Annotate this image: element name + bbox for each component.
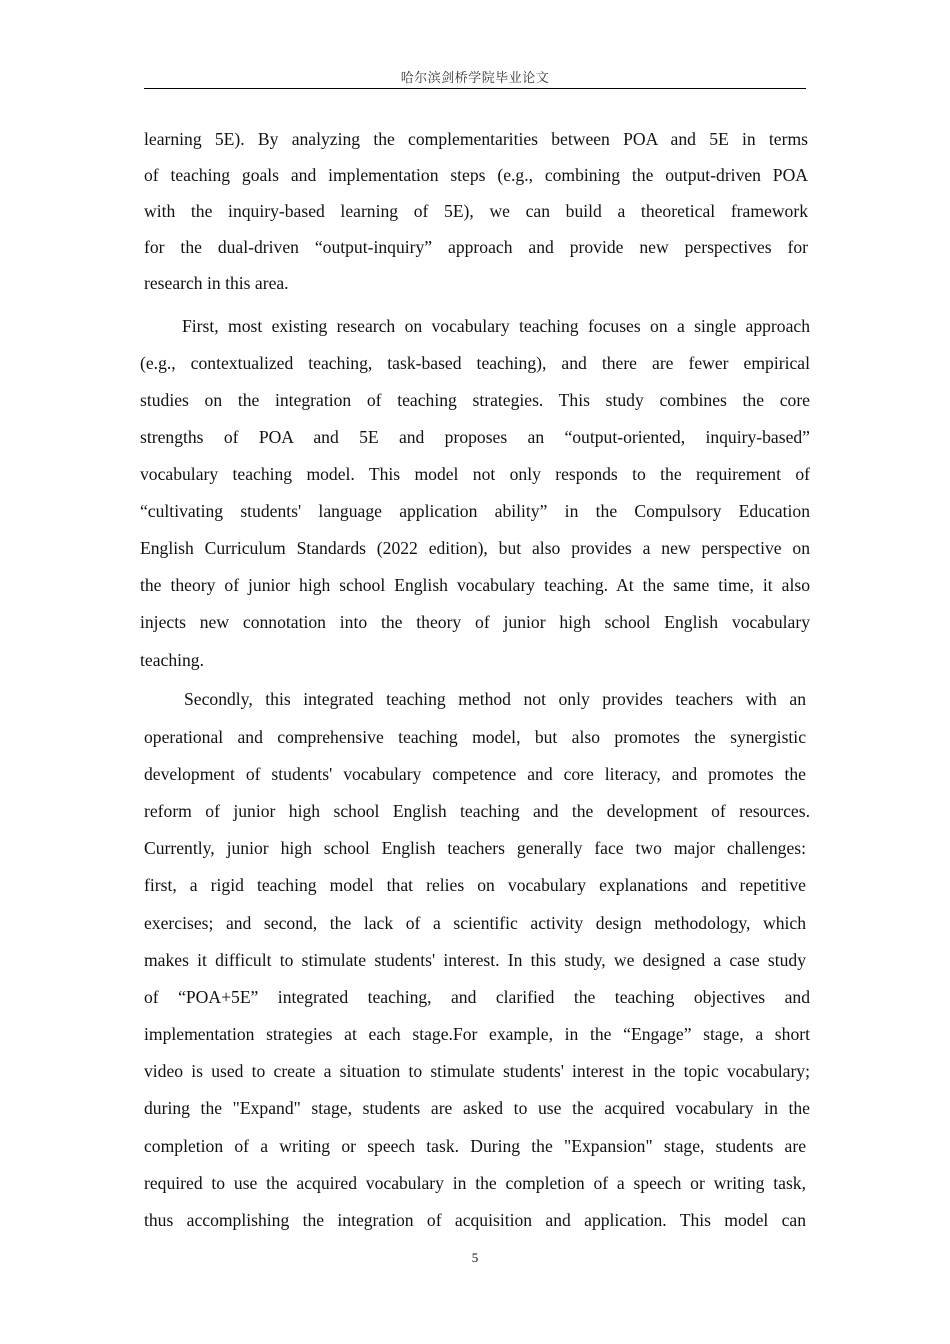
header-divider [144, 88, 806, 89]
paragraph-1-line: with the inquiry-based learning of 5E), we can build a theoretical framework [144, 201, 808, 221]
paragraph-2-line: strengths of POA and 5E and proposes an “output-oriented, inquiry-based” [140, 427, 810, 447]
page-header-title: 哈尔滨剑桥学院毕业论文 [400, 71, 550, 86]
paragraph-2-line: vocabulary teaching model. This model not only responds to the requirement of [140, 464, 810, 484]
paragraph-3-line: development of students' vocabulary competence and core literacy, and promotes the [144, 764, 806, 784]
paragraph-3-line: makes it difficult to stimulate students' interest. In this study, we designed a case study [144, 950, 806, 970]
paragraph-3-line: completion of a writing or speech task. During the "Expansion" stage, students are [144, 1136, 806, 1156]
paragraph-3-line: thus accomplishing the integration of acquisition and application. This model can [144, 1210, 806, 1230]
paragraph-3-line: exercises; and second, the lack of a scientific activity design methodology, which [144, 913, 806, 933]
paragraph-3-line: first, a rigid teaching model that relies on vocabulary explanations and repetitive [144, 875, 806, 895]
paragraph-3-line: implementation strategies at each stage.For example, in the “Engage” stage, a short [144, 1024, 810, 1044]
paragraph-2-line: English Curriculum Standards (2022 edition), but also provides a new perspective on [140, 538, 810, 558]
paragraph-3-line: Secondly, this integrated teaching method not only provides teachers with an [184, 689, 806, 709]
paragraph-2-line: (e.g., contextualized teaching, task-based teaching), and there are fewer empirical [140, 353, 810, 373]
paragraph-3-line: video is used to create a situation to stimulate students' interest in the topic vocabulary; [144, 1061, 810, 1081]
paragraph-1-line: of teaching goals and implementation steps (e.g., combining the output-driven POA [144, 165, 808, 185]
paragraph-2-line: the theory of junior high school English vocabulary teaching. At the same time, it also [140, 575, 810, 595]
paragraph-3-line: operational and comprehensive teaching model, but also promotes the synergistic [144, 727, 806, 747]
paragraph-1-line: for the dual-driven “output-inquiry” approach and provide new perspectives for [144, 237, 808, 257]
paragraph-1-line: learning 5E). By analyzing the complementarities between POA and 5E in terms [144, 129, 808, 149]
paragraph-2-line: studies on the integration of teaching strategies. This study combines the core [140, 390, 810, 410]
paragraph-3-line: reform of junior high school English teaching and the development of resources. [144, 801, 810, 821]
paragraph-2-line: First, most existing research on vocabulary teaching focuses on a single approach [182, 316, 810, 336]
paragraph-3-line: during the "Expand" stage, students are asked to use the acquired vocabulary in the [144, 1098, 810, 1118]
paragraph-2-line: teaching. [140, 650, 204, 670]
paragraph-1-line: research in this area. [144, 273, 289, 293]
paragraph-2-line: “cultivating students' language application ability” in the Compulsory Education [140, 501, 810, 521]
paragraph-2-line: injects new connotation into the theory of junior high school English vocabulary [140, 612, 810, 632]
paragraph-3-line: Currently, junior high school English teachers generally face two major challenges: [144, 838, 806, 858]
paragraph-3-line: required to use the acquired vocabulary in the completion of a speech or writing task, [144, 1173, 806, 1193]
page-number: 5 [471, 1250, 479, 1265]
paragraph-3-line: of “POA+5E” integrated teaching, and clarified the teaching objectives and [144, 987, 810, 1007]
